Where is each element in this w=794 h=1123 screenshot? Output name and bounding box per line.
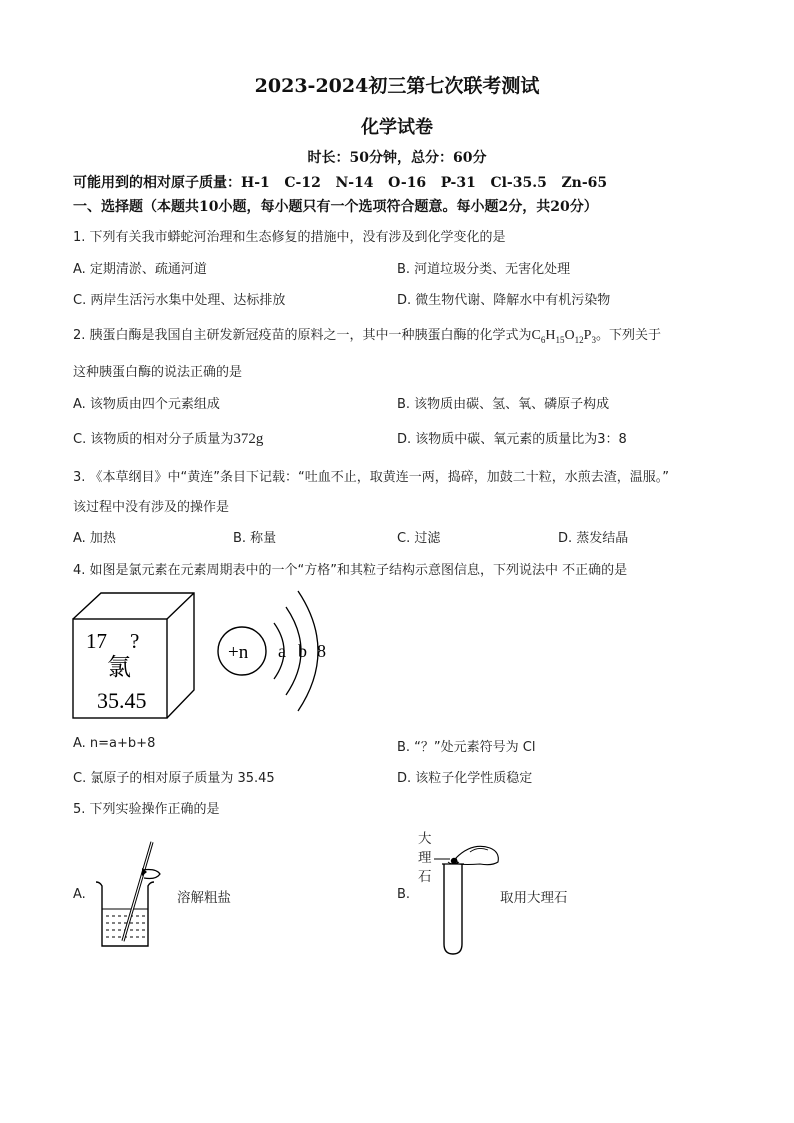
question-3-option-b: B. 称量 [233,531,277,546]
question-4-option-d: D. 该粒子化学性质稳定 [397,771,533,786]
question-1-stem: 1. 下列有关我市蟒蛇河治理和生态修复的措施中，没有涉及到化学变化的是 [73,230,506,245]
question-1-option-c: C. 两岸生活污水集中处理、达标排放 [73,293,286,308]
question-2-option-c: C. 该物质的相对分子质量为372g [73,431,264,447]
question-4-option-b: B. “？”处元素符号为 Cl [397,740,536,755]
question-5-option-b-letter: B. [397,887,411,902]
exam-title: 2023-2024初三第七次联考测试 [254,75,540,97]
question-4-stem: 4. 如图是氯元素在元素周期表中的一个“方格”和其粒子结构示意图信息，下列说法中 不正确的是 [73,563,628,578]
cell-element-name: 氯 [107,655,131,681]
question-3-option-d: D. 蒸发结晶 [558,531,629,546]
periodic-table-cell-figure [70,590,200,722]
question-2-stem-text: 2. 胰蛋白酶是我国自主研发新冠疫苗的原料之一，其中一种胰蛋白酶的化学式为 [73,328,532,343]
time-info: 时长：50分钟，总分：60分 [307,150,487,166]
nucleus-charge: +n [228,642,249,663]
question-3-option-c: C. 过滤 [397,531,441,546]
question-2-option-d: D. 该物质中碳、氧元素的质量比为3：8 [397,432,627,447]
question-2-stem-line1 [73,324,661,345]
cell-atomic-mass: 35.45 [97,688,147,713]
chemical-formula: $C_6H_{15}O_{12}P_3$ [531,328,596,345]
question-5-option-a-letter: A. [73,887,86,902]
atomic-masses: 可能用到的相对原子质量：H-1 C-12 N-14 O-16 P-31 Cl-35.5 Zn-65 [73,175,608,191]
question-5-option-b-caption: 取用大理石 [500,890,568,906]
question-2-option-b: B. 该物质由碳、氢、氧、磷原子构成 [397,397,610,412]
question-1-option-a: A. 定期清淤、疏通河道 [73,262,207,277]
shell-2-electrons: b [298,641,307,661]
question-2-option-a: A. 该物质由四个元素组成 [73,397,220,412]
marble-label: 大 理 石 [418,831,432,885]
cell-atomic-number: 17 [86,629,107,653]
question-1-option-d: D. 微生物代谢、降解水中有机污染物 [397,293,611,308]
cell-symbol: ? [130,629,140,653]
exam-subtitle: 化学试卷 [361,117,433,138]
question-4-option-a: A. n=a+b+8 [73,736,156,751]
question-2-stem-line2: 这种胰蛋白酶的说法正确的是 [73,365,243,380]
question-3-stem-line2: 该过程中没有涉及的操作是 [73,500,230,515]
question-1-option-b: B. 河道垃圾分类、无害化处理 [397,262,571,277]
test-tube-marble-figure [432,834,504,958]
question-2-stem-end: 。下列关于 [595,328,661,343]
particle-structure-figure [212,587,338,717]
section-heading: 一、选择题（本题共10小题，每小题只有一个选项符合题意。每小题2分，共20分） [73,199,598,215]
shell-3-electrons: 8 [317,641,326,661]
question-3-stem-line1: 3. 《本草纲目》中“黄连”条目下记载：“吐血不止，取黄连一两，捣碎，加鼓二十粒，水煎去渣，温服。” [73,470,669,485]
shell-1-electrons: a [278,641,286,661]
question-5-option-a-caption: 溶解粗盐 [177,890,231,906]
question-3-option-a: A. 加热 [73,531,116,546]
question-5-stem: 5. 下列实验操作正确的是 [73,802,220,817]
question-4-option-c: C. 氯原子的相对原子质量为 35.45 [73,771,275,786]
beaker-stirring-figure [92,838,172,950]
